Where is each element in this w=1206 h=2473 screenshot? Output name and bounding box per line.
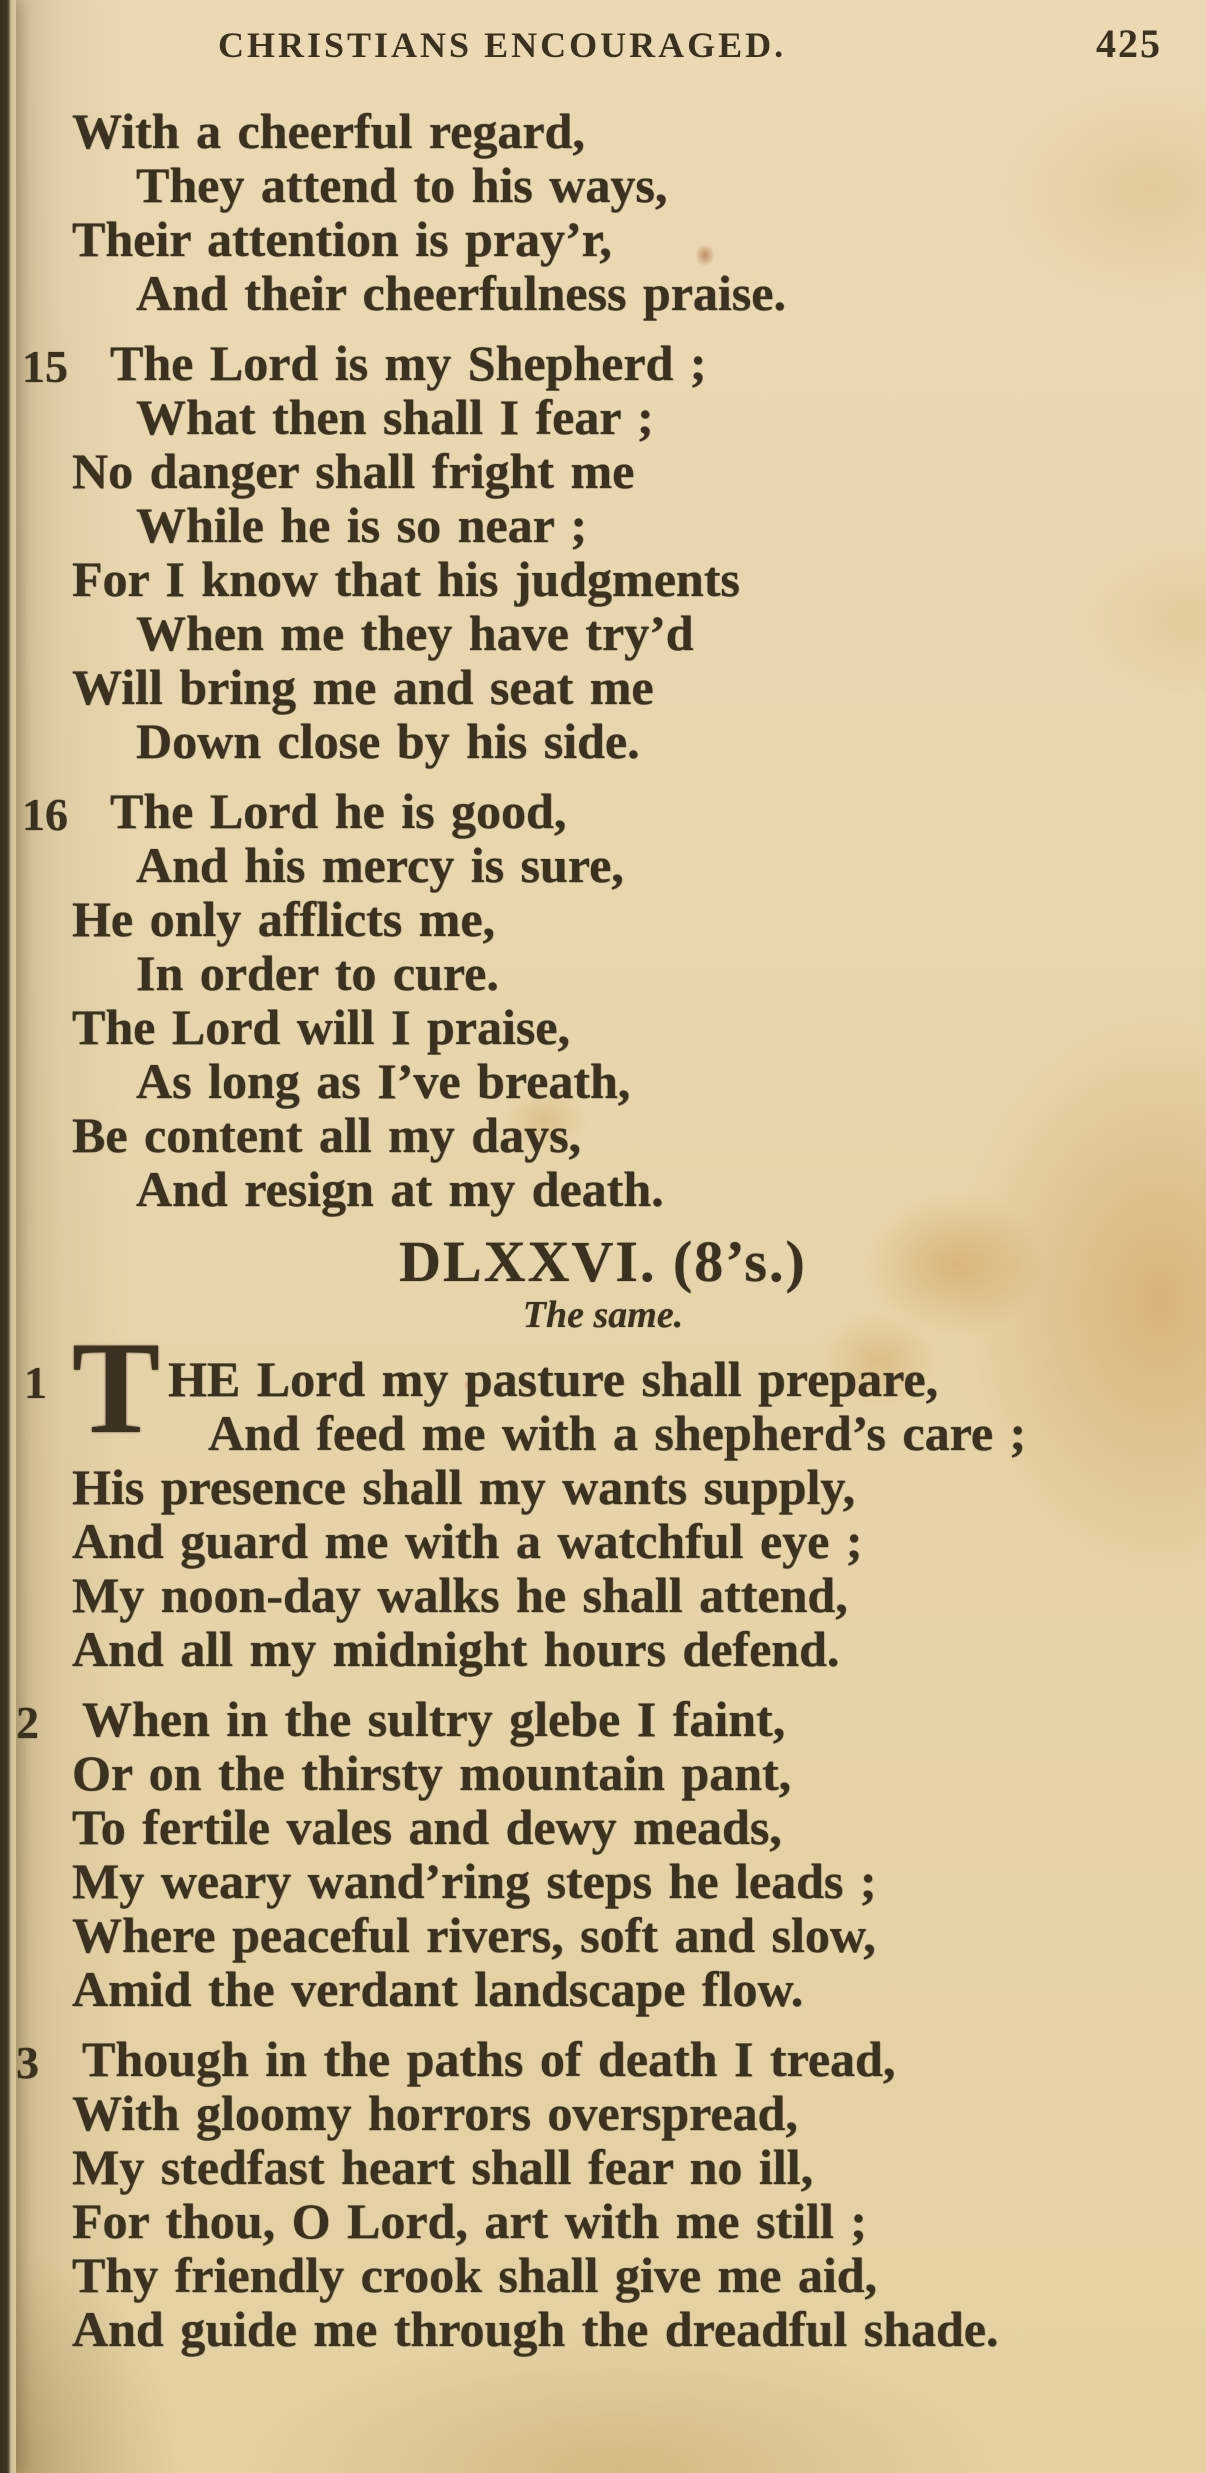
hymn-line: Will bring me and seat me [72,659,654,715]
hymn-line: And his mercy is sure, [136,837,624,893]
hymn-line: My noon-day walks he shall attend, [72,1567,848,1623]
stanza-15 [0,336,1206,768]
hymn-line: No danger shall fright me [72,443,635,499]
hymn-line: Or on the thirsty mountain pant, [72,1745,792,1801]
verse-number: 2 [16,1697,39,1748]
hymn-line: While he is so near ; [136,497,588,553]
hymn-line: As long as I’ve breath, [136,1053,631,1109]
hymn-line: Be content all my days, [72,1107,582,1163]
hymn-line: Amid the verdant landscape flow. [72,1961,804,2017]
hymn-line: And guide me through the dreadful shade. [72,2301,999,2357]
hymn-line: The Lord he is good, [110,783,567,839]
hymn-line: Where peaceful rivers, soft and slow, [72,1907,876,1963]
hymn-line: And feed me with a shepherd’s care ; [208,1405,1027,1461]
hymn-subtitle: The same. [522,1294,684,1336]
hymn-line: The Lord is my Shepherd ; [110,335,707,391]
stanza-16 [0,784,1206,1216]
hymn-number-heading: DLXXVI. (8’s.) [399,1229,807,1294]
hymn-line: For thou, O Lord, art with me still ; [72,2193,867,2249]
stanza-2 [0,1692,1206,2016]
drop-cap-letter: T [72,1314,161,1461]
hymn-line: And resign at my death. [136,1161,664,1217]
hymn-line: Down close by his side. [136,713,640,769]
hymn-line: And their cheerfulness praise. [136,265,786,321]
hymn-line: In order to cure. [136,945,499,1001]
hymn-line: With gloomy horrors overspread, [72,2085,798,2141]
hymn-line: My weary wand’ring steps he leads ; [72,1853,877,1909]
stanza-continued [0,104,1206,320]
page-number: 425 [1096,21,1162,66]
hymn-line: The Lord will I praise, [72,999,570,1055]
hymn-line: They attend to his ways, [136,157,668,213]
hymn-line: HE Lord my pasture shall prepare, [168,1351,939,1407]
verse-number: 3 [16,2037,39,2088]
hymn-line: With a cheerful regard, [72,103,585,159]
hymn-line: His presence shall my wants supply, [72,1459,856,1515]
verse-number: 15 [22,341,68,392]
hymn-line: Though in the paths of death I tread, [82,2031,896,2087]
hymn-line: My stedfast heart shall fear no ill, [72,2139,814,2195]
hymn-line: For I know that his judgments [72,551,740,607]
hymn-line: And all my midnight hours defend. [72,1621,840,1677]
hymn-line: What then shall I fear ; [136,389,654,445]
hymn-line: When me they have try’d [136,605,694,661]
hymn-line: He only afflicts me, [72,891,496,947]
stanza-3 [0,2032,1206,2356]
running-title: CHRISTIANS ENCOURAGED. [218,25,787,65]
hymn-line: To fertile vales and dewy meads, [72,1799,782,1855]
hymn-line: Their attention is pray’r, [72,211,612,267]
hymn-line: Thy friendly crook shall give me aid, [72,2247,878,2303]
verse-number: 16 [22,789,68,840]
verse-number: 1 [24,1357,47,1408]
hymn-line: When in the sultry glebe I faint, [82,1691,786,1747]
hymn-line: And guard me with a watchful eye ; [72,1513,863,1569]
